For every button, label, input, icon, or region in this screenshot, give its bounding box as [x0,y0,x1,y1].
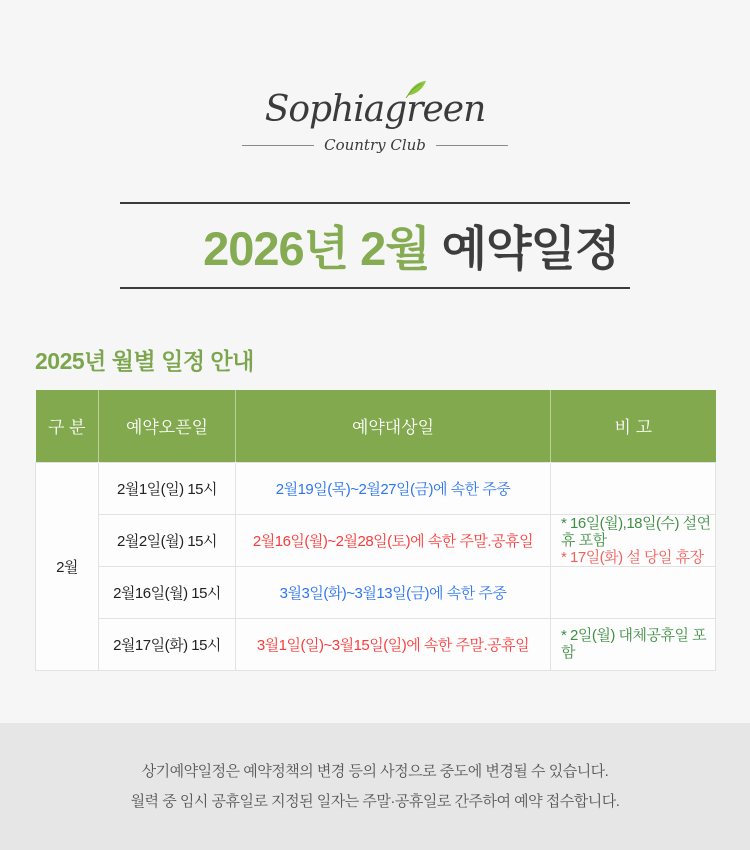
table-row [36,618,716,670]
month-group-cell: 2월 [36,462,99,670]
header-target-date: 예약대상일 [236,390,551,462]
remarks-cell [551,462,716,514]
open-date-cell: 2월17일(화) 15시 [99,618,236,670]
header-open-date: 예약오픈일 [99,390,236,462]
schedule-table [35,390,716,671]
remarks-cell [551,514,716,566]
remarks-cell [551,618,716,670]
logo-rule-right [436,145,508,146]
header-category: 구 분 [36,390,99,462]
open-date-cell: 2월1일(일) 15시 [99,462,236,514]
footer-notice-line-1: 상기예약일정은 예약정책의 변경 등의 사정으로 중도에 변경될 수 있습니다. [141,762,609,780]
remark-line: * 2일(월) 대체공휴일 포함 [561,627,707,661]
header-remarks: 비 고 [551,390,716,462]
target-date-cell: 3월1일(일)~3월15일(일)에 속한 주말.공휴일 [236,618,551,670]
page-title-block [120,202,630,289]
leaf-icon [405,80,427,98]
remark-line: * 17일(화) 설 당일 휴장 [561,548,704,566]
section-heading: 2025년 월별 일정 안내 [35,348,254,374]
footer-notice-line-2: 월력 중 임시 공휴일로 지정된 일자는 주말·공휴일로 간주하여 예약 접수합니다. [130,792,620,810]
remarks-cell [551,566,716,618]
logo-wordmark [264,89,486,130]
logo-subtitle: Country Club [324,136,426,154]
table-row [36,514,716,566]
table-header-row [36,390,716,462]
target-date-cell: 2월19일(목)~2월27일(금)에 속한 주중 [236,462,551,514]
page-title-month: 2026년 2월 [203,222,430,275]
open-date-cell: 2월16일(월) 15시 [99,566,236,618]
logo-rule-left [242,145,314,146]
target-date-cell: 3월3일(화)~3월13일(금)에 속한 주중 [236,566,551,618]
logo-name-text: Sophiagreen [264,89,486,130]
page-title [131,157,620,334]
open-date-cell: 2월2일(월) 15시 [99,514,236,566]
table-row [36,566,716,618]
remark-line: * 16일(월),18일(수) 설연휴 포함 [561,514,711,549]
logo-subtitle-row [0,136,750,154]
footer-notice [0,723,750,850]
table-row [36,462,716,514]
page-title-rest: 예약일정 [429,222,620,275]
target-date-cell: 2월16일(월)~2월28일(토)에 속한 주말.공휴일 [236,514,551,566]
logo [0,89,750,154]
